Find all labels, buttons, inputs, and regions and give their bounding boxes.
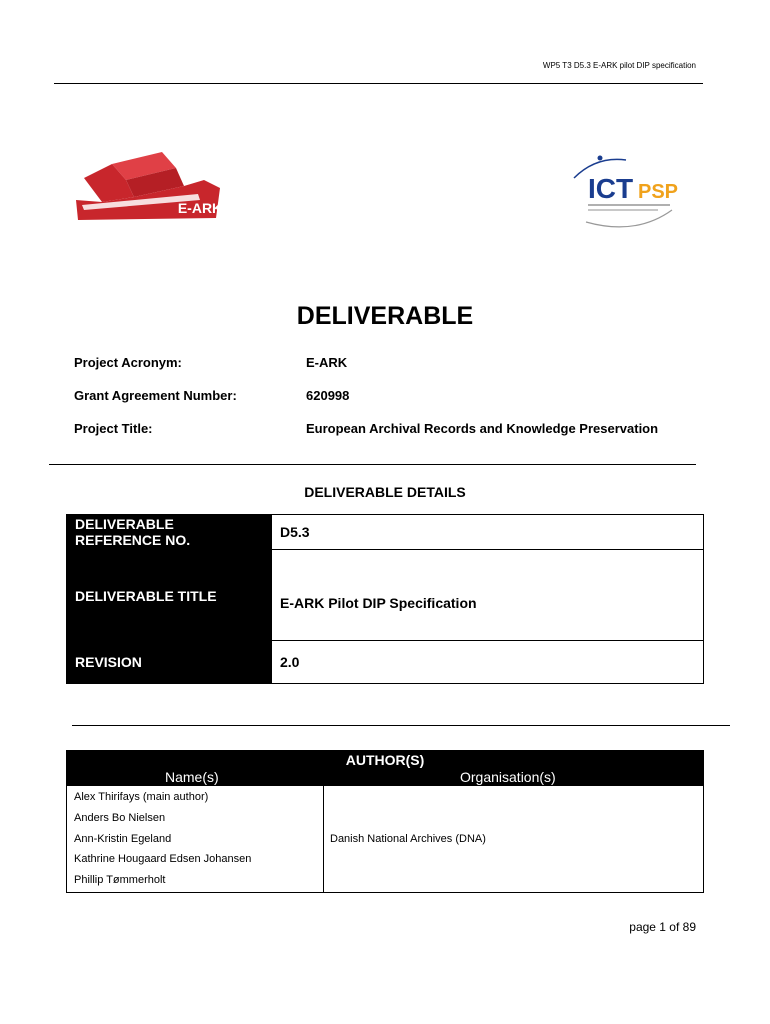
- title-value: E-ARK Pilot DIP Specification: [272, 550, 704, 641]
- details-row-revision: [67, 641, 704, 684]
- details-heading: DELIVERABLE DETAILS: [304, 484, 466, 500]
- reference-label: DELIVERABLE REFERENCE NO.: [67, 515, 272, 550]
- names-column-header: Name(s): [165, 769, 219, 785]
- author-name: Anders Bo Nielsen: [74, 812, 166, 824]
- e-ark-logo-text: E-ARK: [177, 200, 223, 216]
- authors-table: [66, 750, 704, 893]
- authors-header: [67, 751, 703, 786]
- page-number: page 1 of 89: [629, 920, 696, 934]
- authors-rule: [72, 725, 730, 726]
- svg-text:PSP: PSP: [638, 181, 679, 203]
- svg-text:ICT: ICT: [588, 173, 634, 204]
- authors-divider: [323, 786, 324, 893]
- details-row-title: [67, 550, 704, 641]
- section-rule: [49, 464, 696, 465]
- authors-heading: AUTHOR(S): [345, 752, 425, 768]
- details-row-reference: [67, 515, 704, 550]
- header-rule: [54, 83, 703, 84]
- details-table: [66, 514, 704, 684]
- project-acronym-label: Project Acronym:: [74, 355, 182, 370]
- author-organisation: Danish National Archives (DNA): [330, 833, 486, 845]
- author-name: Phillip Tømmerholt: [74, 874, 166, 886]
- grant-number-value: 620998: [306, 388, 350, 403]
- project-title-label: Project Title:: [74, 421, 153, 436]
- ict-psp-logo: [566, 150, 686, 232]
- revision-label: REVISION: [67, 641, 272, 684]
- project-title-value: European Archival Records and Knowledge Preservation: [306, 421, 659, 436]
- project-acronym-value: E-ARK: [306, 355, 348, 370]
- title-label: DELIVERABLE TITLE: [67, 550, 272, 641]
- running-header: WP5 T3 D5.3 E-ARK pilot DIP specification: [542, 61, 696, 70]
- author-name: Ann-Kristin Egeland: [74, 833, 172, 845]
- grant-number-label: Grant Agreement Number:: [74, 388, 237, 403]
- revision-value: 2.0: [272, 641, 704, 684]
- organisation-column-header: Organisation(s): [460, 769, 556, 785]
- reference-value: D5.3: [272, 515, 704, 550]
- deliverable-title: DELIVERABLE: [296, 302, 474, 330]
- author-name: Alex Thirifays (main author): [74, 791, 209, 803]
- e-ark-logo: [72, 150, 224, 225]
- author-name: Kathrine Hougaard Edsen Johansen: [74, 853, 252, 865]
